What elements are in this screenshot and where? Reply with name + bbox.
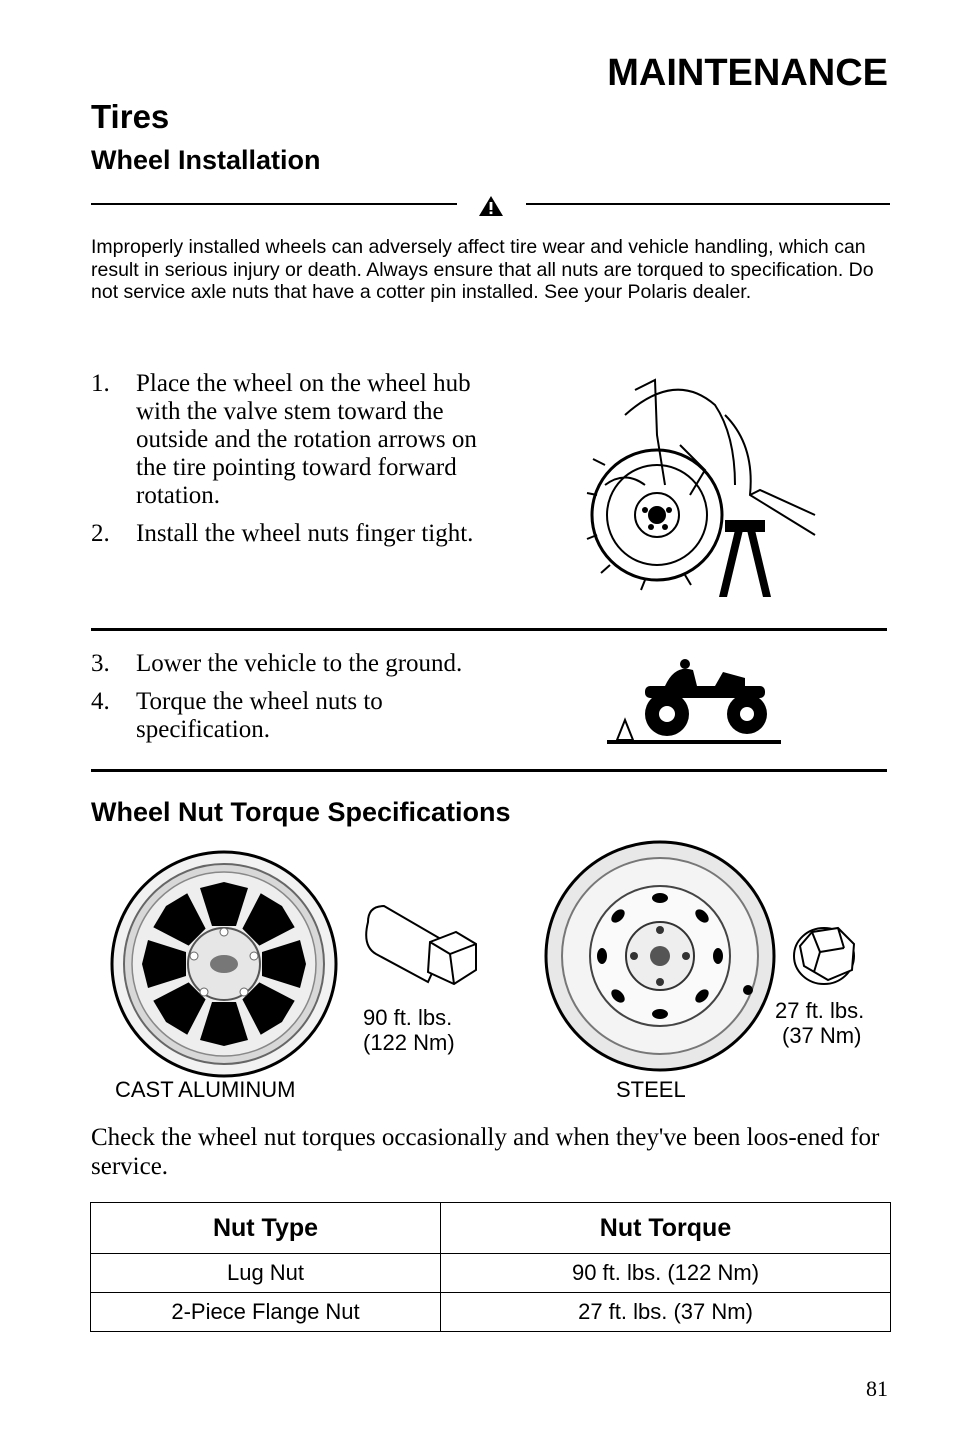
section-title: MAINTENANCE (607, 52, 888, 94)
table-cell: 27 ft. lbs. (37 Nm) (441, 1293, 891, 1332)
step-item (91, 520, 511, 548)
steel-torque-line1: 27 ft. lbs. (775, 998, 865, 1023)
flange-nut-icon (790, 918, 862, 988)
table-cell: 2-Piece Flange Nut (91, 1293, 441, 1332)
step-item (91, 688, 511, 744)
table-row (91, 1293, 891, 1332)
warning-text: Improperly installed wheels can adversely affect tire wear and vehicle handling, which can result in serious injury or death. Always ensure that all nuts are torqued to specification. Do not service axle nuts that have a cotter pin installed. See your Polaris dealer. (91, 236, 874, 303)
cast-torque-line1: 90 ft. lbs. (363, 1005, 453, 1030)
check-torque-paragraph: Check the wheel nut torques occasionally and when they've been loos-ened for service. (91, 1124, 880, 1180)
lug-nut-icon (358, 898, 486, 994)
subsection-title: Wheel Installation (91, 145, 321, 175)
steel-wheel-illustration (542, 838, 778, 1074)
divider-rule (91, 769, 887, 772)
cast-aluminum-label: CAST ALUMINUM (115, 1077, 296, 1102)
cast-torque-line2: (122 Nm) (363, 1030, 455, 1055)
warning-rule-left (91, 203, 457, 205)
steel-label: STEEL (616, 1077, 686, 1102)
column-header-nut-type: Nut Type (91, 1203, 441, 1254)
step-number: 2. (91, 520, 110, 547)
warning-triangle-icon (478, 194, 504, 218)
step-number: 3. (91, 650, 110, 677)
page-title: Tires (91, 98, 170, 135)
table-cell: 90 ft. lbs. (122 Nm) (441, 1254, 891, 1293)
cast-aluminum-wheel-illustration (108, 848, 340, 1080)
divider-rule (91, 628, 887, 631)
step-item (91, 650, 511, 678)
steel-torque-line2: (37 Nm) (782, 1023, 862, 1048)
steps-list-b (91, 650, 511, 754)
atv-illustration (605, 658, 783, 746)
table-cell: Lug Nut (91, 1254, 441, 1293)
step-text: Lower the vehicle to the ground. (136, 650, 463, 677)
table-header-row (91, 1203, 891, 1254)
step-text: Torque the wheel nuts to specification. (136, 688, 383, 743)
torque-spec-title: Wheel Nut Torque Specifications (91, 797, 511, 827)
step-text: Install the wheel nuts finger tight. (136, 520, 474, 547)
steps-list-a (91, 370, 511, 558)
step-number: 4. (91, 688, 110, 715)
step-text: Place the wheel on the wheel hub with the valve stem toward the outside and the rotation arrows on the tire pointing toward forward rotation. (136, 370, 477, 509)
warning-rule-right (526, 203, 890, 205)
step-number: 1. (91, 370, 110, 397)
torque-spec-table (90, 1202, 891, 1332)
column-header-nut-torque: Nut Torque (441, 1203, 891, 1254)
wheel-installation-illustration (585, 375, 825, 605)
table-row (91, 1254, 891, 1293)
step-item (91, 370, 511, 510)
page-number: 81 (866, 1376, 888, 1401)
